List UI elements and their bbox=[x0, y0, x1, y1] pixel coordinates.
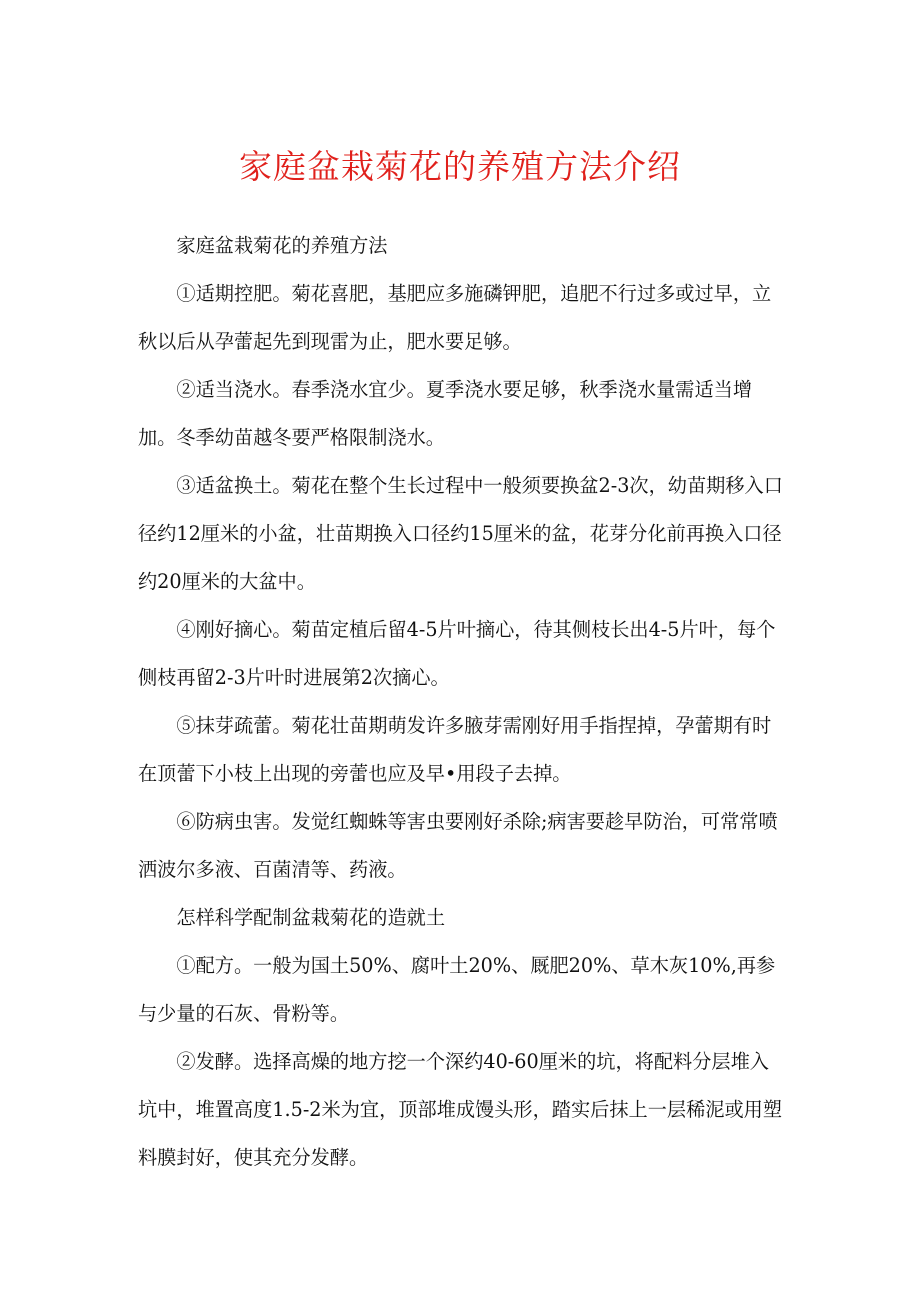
paragraph-repotting: ③适盆换土。菊花在整个生长过程中一般须要换盆2-3次，幼苗期移入口径约12厘米的小盆，壮苗期换入口径约15厘米的盆，花芽分化前再换入口径约20厘米的大盆中。 bbox=[138, 474, 783, 593]
section-heading-cultivation: 家庭盆栽菊花的养殖方法 bbox=[176, 234, 388, 257]
paragraph-fertilizer: ①适期控肥。菊花喜肥，基肥应多施磷钾肥，追肥不行过多或过早，立秋以后从孕蕾起先到现雷为止，肥水要足够。 bbox=[138, 282, 772, 353]
section-heading-soil: 怎样科学配制盆栽菊花的造就土 bbox=[176, 906, 446, 929]
paragraph-pest-control: ⑥防病虫害。发觉红蜘蛛等害虫要刚好杀除;病害要趁早防治，可常常喷洒波尔多液、百菌清等、药液。 bbox=[138, 810, 778, 881]
paragraph-watering: ②适当浇水。春季浇水宜少。夏季浇水要足够，秋季浇水量需适当增加。冬季幼苗越冬要严格限制浇水。 bbox=[138, 378, 753, 449]
document-body bbox=[138, 222, 786, 1182]
paragraph-pinching: ④刚好摘心。菊苗定植后留4-5片叶摘心，待其侧枝长出4-5片叶，每个侧枝再留2-3片叶时进展第2次摘心。 bbox=[138, 618, 776, 689]
paragraph-formula: ①配方。一般为国土50%、腐叶土20%、厩肥20%、草木灰10%,再参与少量的石灰、骨粉等。 bbox=[138, 954, 776, 1025]
paragraph-fermentation: ②发酵。选择高燥的地方挖一个深约40-60厘米的坑，将配料分层堆入坑中，堆置高度1.5-2米为宜，顶部堆成馒头形，踏实后抹上一层稀泥或用塑料膜封好，使其充分发酵。 bbox=[138, 1050, 783, 1169]
document-title: 家庭盆栽菊花的养殖方法介绍 bbox=[239, 147, 681, 186]
paragraph-bud-thinning: ⑤抹芽疏蕾。菊花壮苗期萌发许多腋芽需刚好用手指捏掉，孕蕾期有时在顶蕾下小枝上出现的旁蕾也应及早•用段子去掉。 bbox=[138, 714, 772, 785]
